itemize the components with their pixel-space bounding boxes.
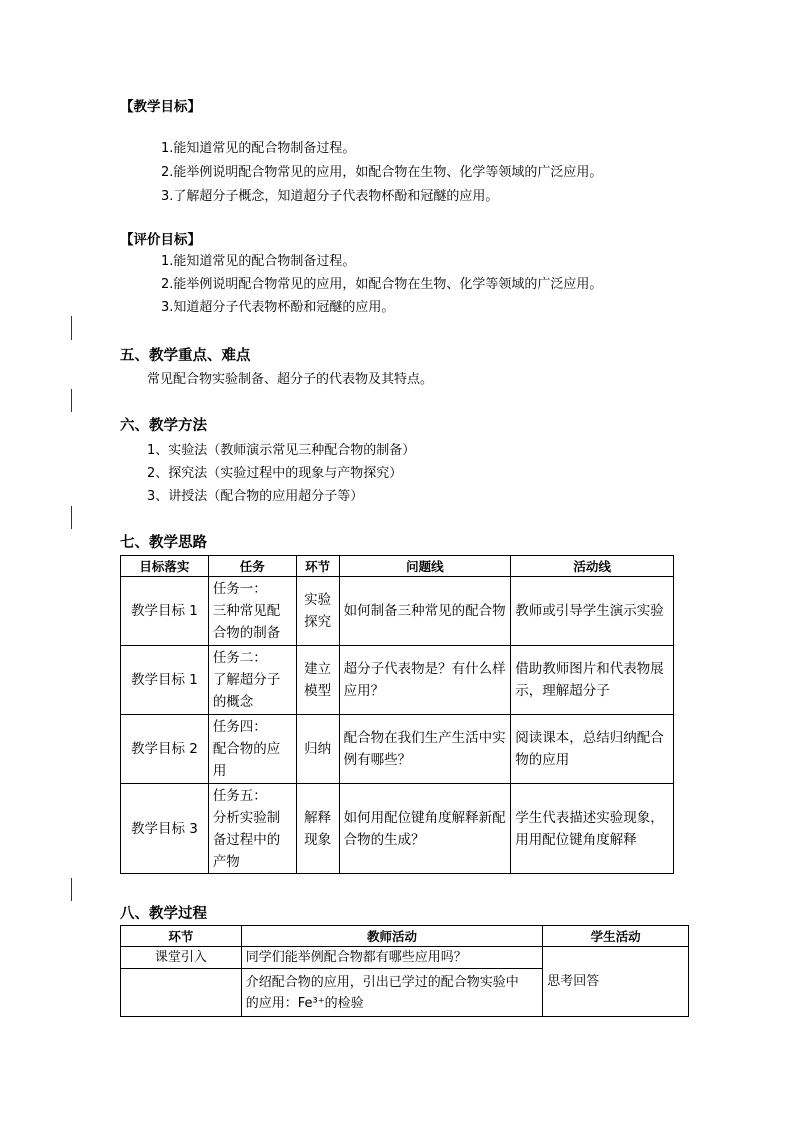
goal-cell: 教学目标 1 [121, 646, 209, 715]
section-7-heading: 七、教学思路 [120, 535, 207, 551]
section-5-heading: 五、教学重点、难点 [120, 348, 251, 364]
header-activity: 活动线 [511, 556, 674, 577]
revision-mark [71, 316, 72, 340]
table-row [121, 646, 674, 715]
teaching-goal-1: 1.能知道常见的配合物制备过程。 [161, 141, 356, 156]
teacher-activity-cell: 同学们能举例配合物都有哪些应用吗？ [241, 947, 542, 969]
activity-cell: 阅读课本，总结归纳配合物的应用 [511, 715, 674, 784]
activity-cell: 借助教师图片和代表物展示，理解超分子 [511, 646, 674, 715]
header-teacher-activity: 教师活动 [241, 926, 542, 947]
teacher-activity-cell: 介绍配合物的应用，引出已学过的配合物实验中 的应用：Fe³⁺的检验 [241, 969, 542, 1017]
activity-cell: 教师或引导学生演示实验 [511, 577, 674, 646]
evaluation-goal-3: 3.知道超分子代表物杯酚和冠醚的应用。 [161, 300, 395, 315]
process-table [120, 925, 689, 1017]
teaching-goals-heading: 【教学目标】 [120, 99, 201, 115]
student-activity-cell: 思考回答 [543, 947, 689, 1017]
table-header-row [121, 556, 674, 577]
step-cell: 实验 探究 [296, 577, 339, 646]
step-cell: 解释 现象 [296, 784, 339, 874]
task-cell: 任务二： 了解超分子 的概念 [208, 646, 296, 715]
table-row [121, 784, 674, 874]
question-cell: 如何制备三种常见的配合物 [339, 577, 511, 646]
header-task: 任务 [208, 556, 296, 577]
table-row [121, 577, 674, 646]
goal-cell: 教学目标 2 [121, 715, 209, 784]
activity-cell: 学生代表描述实验现象，用用配位键角度解释 [511, 784, 674, 874]
teaching-goal-2: 2.能举例说明配合物常见的应用，如配合物在生物、化学等领域的广泛应用。 [161, 165, 603, 180]
question-cell: 配合物在我们生产生活中实例有哪些？ [339, 715, 511, 784]
goal-cell: 教学目标 3 [121, 784, 209, 874]
question-cell: 如何用配位键角度解释新配合物的生成？ [339, 784, 511, 874]
teaching-goal-3: 3.了解超分子概念，知道超分子代表物杯酚和冠醚的应用。 [161, 189, 499, 204]
table-row [121, 947, 689, 969]
step-cell: 课堂引入 [121, 947, 242, 969]
method-2: 2、探究法（实验过程中的现象与产物探究） [147, 466, 403, 481]
header-question: 问题线 [339, 556, 511, 577]
revision-mark [71, 878, 72, 901]
step-cell: 归纳 [296, 715, 339, 784]
section-6-heading: 六、教学方法 [120, 418, 207, 434]
method-3: 3、讲授法（配合物的应用超分子等） [147, 489, 364, 504]
revision-mark [71, 389, 72, 412]
section-8-heading: 八、教学过程 [120, 906, 207, 922]
table-header-row [121, 926, 689, 947]
task-cell: 任务一： 三种常见配 合物的制备 [208, 577, 296, 646]
header-step: 环节 [121, 926, 242, 947]
evaluation-goal-1: 1.能知道常见的配合物制备过程。 [161, 254, 356, 269]
evaluation-goals-heading: 【评价目标】 [120, 232, 201, 248]
header-student-activity: 学生活动 [543, 926, 689, 947]
revision-mark [71, 506, 72, 529]
step-cell-empty [121, 969, 242, 1017]
goal-cell: 教学目标 1 [121, 577, 209, 646]
step-cell: 建立 模型 [296, 646, 339, 715]
header-step: 环节 [296, 556, 339, 577]
teaching-plan-table [120, 555, 674, 874]
method-1: 1、实验法（教师演示常见三种配合物的制备） [147, 443, 416, 458]
task-cell: 任务四： 配合物的应 用 [208, 715, 296, 784]
question-cell: 超分子代表物是？有什么样应用？ [339, 646, 511, 715]
evaluation-goal-2: 2.能举例说明配合物常见的应用，如配合物在生物、化学等领域的广泛应用。 [161, 277, 603, 292]
section-5-text: 常见配合物实验制备、超分子的代表物及其特点。 [147, 372, 434, 387]
header-goal: 目标落实 [121, 556, 209, 577]
table-row [121, 715, 674, 784]
task-cell: 任务五： 分析实验制 备过程中的 产物 [208, 784, 296, 874]
